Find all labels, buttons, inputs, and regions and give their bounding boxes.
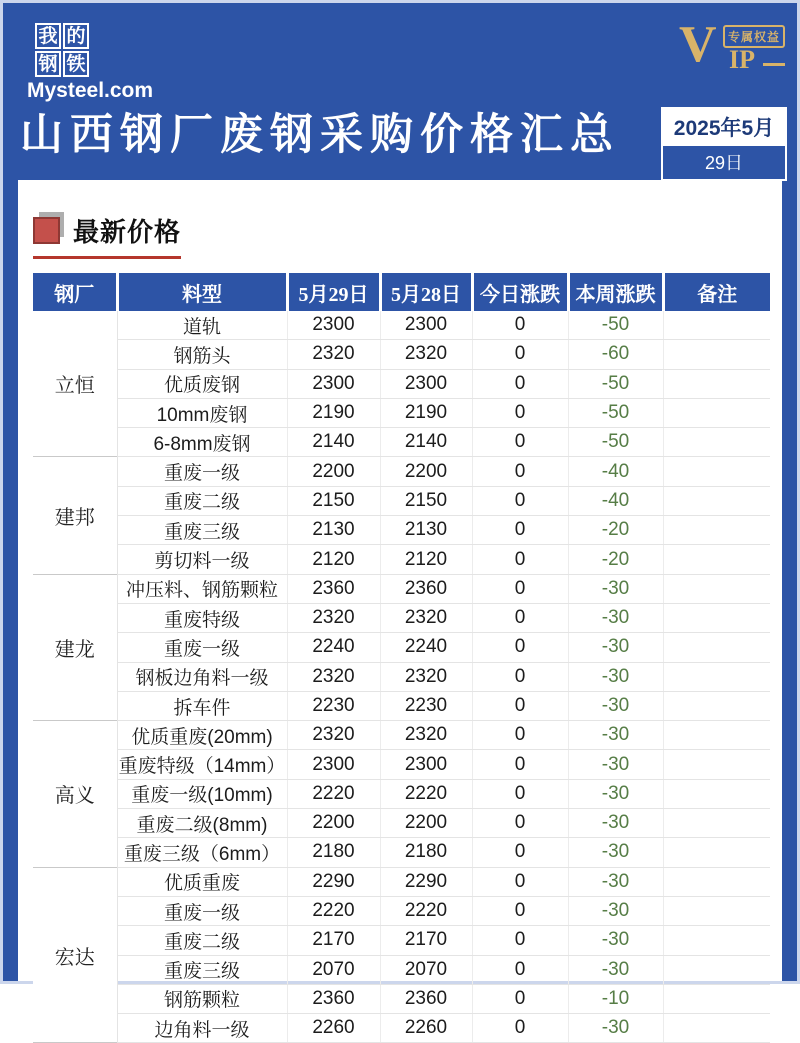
- price-may28-cell: 2300: [380, 311, 472, 340]
- weekly-change-cell: -30: [568, 750, 663, 779]
- vip-v-letter: V: [679, 16, 717, 73]
- price-may28-cell: 2190: [380, 398, 472, 427]
- vip-badge: [679, 16, 789, 83]
- remark-cell: [663, 750, 770, 779]
- table-row: [33, 574, 770, 603]
- price-may29-cell: 2320: [287, 721, 380, 750]
- daily-change-cell: 0: [472, 340, 568, 369]
- price-may29-cell: 2070: [287, 955, 380, 984]
- remark-cell: [663, 398, 770, 427]
- remark-cell: [663, 779, 770, 808]
- remark-cell: [663, 516, 770, 545]
- mill-group: [33, 574, 770, 720]
- material-type-cell: 重废三级: [117, 516, 287, 545]
- daily-change-cell: 0: [472, 486, 568, 515]
- remark-cell: [663, 428, 770, 457]
- weekly-change-cell: -40: [568, 457, 663, 486]
- price-may29-cell: 2320: [287, 662, 380, 691]
- table-row: [33, 1014, 770, 1043]
- price-may29-cell: 2190: [287, 398, 380, 427]
- price-may29-cell: 2130: [287, 516, 380, 545]
- price-may29-cell: 2300: [287, 311, 380, 340]
- price-may28-cell: 2200: [380, 809, 472, 838]
- remark-cell: [663, 926, 770, 955]
- page-title: 山西钢厂废钢采购价格汇总: [20, 111, 620, 159]
- mill-group: [33, 721, 770, 867]
- material-type-cell: 优质废钢: [117, 369, 287, 398]
- price-may29-cell: 2150: [287, 486, 380, 515]
- price-may28-cell: 2120: [380, 545, 472, 574]
- material-type-cell: 重废二级: [117, 926, 287, 955]
- price-table-header: [33, 273, 770, 311]
- material-type-cell: 拆车件: [117, 691, 287, 720]
- table-row: [33, 633, 770, 662]
- latest-price-section-header: [33, 212, 181, 259]
- price-may28-cell: 2130: [380, 516, 472, 545]
- price-may29-cell: 2220: [287, 779, 380, 808]
- price-may28-cell: 2290: [380, 867, 472, 896]
- remark-cell: [663, 838, 770, 867]
- material-type-cell: 10mm废钢: [117, 398, 287, 427]
- material-type-cell: 重废三级: [117, 955, 287, 984]
- date-day: 29日: [663, 146, 785, 179]
- price-may29-cell: 2320: [287, 340, 380, 369]
- weekly-change-cell: -30: [568, 896, 663, 925]
- remark-cell: [663, 340, 770, 369]
- price-may29-cell: 2300: [287, 369, 380, 398]
- weekly-change-cell: -30: [568, 779, 663, 808]
- date-box: [661, 107, 787, 181]
- material-type-cell: 钢筋头: [117, 340, 287, 369]
- weekly-change-cell: -30: [568, 691, 663, 720]
- table-row: [33, 486, 770, 515]
- price-may28-cell: 2070: [380, 955, 472, 984]
- mill-group: [33, 867, 770, 1043]
- column-header: 今日涨跌: [472, 273, 568, 311]
- table-row: [33, 896, 770, 925]
- remark-cell: [663, 457, 770, 486]
- price-may28-cell: 2320: [380, 603, 472, 632]
- logo-domain-text: Mysteel.com: [27, 79, 154, 102]
- price-may28-cell: 2200: [380, 457, 472, 486]
- table-row: [33, 984, 770, 1013]
- weekly-change-cell: -50: [568, 369, 663, 398]
- price-may28-cell: 2300: [380, 750, 472, 779]
- section-title: 最新价格: [73, 217, 182, 247]
- weekly-change-cell: -40: [568, 486, 663, 515]
- weekly-change-cell: -30: [568, 603, 663, 632]
- daily-change-cell: 0: [472, 398, 568, 427]
- top-header-band: [3, 3, 797, 180]
- table-row: [33, 428, 770, 457]
- material-type-cell: 重废一级: [117, 457, 287, 486]
- weekly-change-cell: -30: [568, 838, 663, 867]
- section-underline: [33, 256, 181, 259]
- material-type-cell: 重废三级（6mm）: [117, 838, 287, 867]
- material-type-cell: 重废二级(8mm): [117, 809, 287, 838]
- daily-change-cell: 0: [472, 311, 568, 340]
- weekly-change-cell: -30: [568, 809, 663, 838]
- price-may29-cell: 2360: [287, 574, 380, 603]
- weekly-change-cell: -30: [568, 955, 663, 984]
- price-may29-cell: 2290: [287, 867, 380, 896]
- material-type-cell: 剪切料一级: [117, 545, 287, 574]
- table-row: [33, 691, 770, 720]
- weekly-change-cell: -30: [568, 574, 663, 603]
- vip-ip-letters: IP: [729, 45, 755, 74]
- table-row: [33, 545, 770, 574]
- weekly-change-cell: -30: [568, 662, 663, 691]
- remark-cell: [663, 1014, 770, 1043]
- weekly-change-cell: -30: [568, 721, 663, 750]
- icon-red-square: [33, 217, 60, 244]
- material-type-cell: 边角料一级: [117, 1014, 287, 1043]
- vip-underline-decoration: [763, 63, 785, 66]
- price-may28-cell: 2150: [380, 486, 472, 515]
- daily-change-cell: 0: [472, 369, 568, 398]
- logo-char: 的: [63, 23, 89, 49]
- daily-change-cell: 0: [472, 603, 568, 632]
- column-header: 钢厂: [33, 273, 117, 311]
- daily-change-cell: 0: [472, 926, 568, 955]
- price-may28-cell: 2220: [380, 896, 472, 925]
- daily-change-cell: 0: [472, 809, 568, 838]
- remark-cell: [663, 574, 770, 603]
- weekly-change-cell: -10: [568, 984, 663, 1013]
- price-may28-cell: 2360: [380, 984, 472, 1013]
- remark-cell: [663, 955, 770, 984]
- daily-change-cell: 0: [472, 750, 568, 779]
- daily-change-cell: 0: [472, 633, 568, 662]
- material-type-cell: 优质重废: [117, 867, 287, 896]
- column-header: 备注: [663, 273, 770, 311]
- daily-change-cell: 0: [472, 838, 568, 867]
- daily-change-cell: 0: [472, 691, 568, 720]
- price-may28-cell: 2220: [380, 779, 472, 808]
- table-row: [33, 369, 770, 398]
- weekly-change-cell: -50: [568, 398, 663, 427]
- material-type-cell: 冲压料、钢筋颗粒: [117, 574, 287, 603]
- price-may28-cell: 2300: [380, 369, 472, 398]
- weekly-change-cell: -30: [568, 867, 663, 896]
- remark-cell: [663, 486, 770, 515]
- table-row: [33, 721, 770, 750]
- price-may28-cell: 2140: [380, 428, 472, 457]
- weekly-change-cell: -30: [568, 926, 663, 955]
- price-may29-cell: 2200: [287, 809, 380, 838]
- remark-cell: [663, 867, 770, 896]
- daily-change-cell: 0: [472, 896, 568, 925]
- weekly-change-cell: -20: [568, 545, 663, 574]
- price-may29-cell: 2200: [287, 457, 380, 486]
- weekly-change-cell: -50: [568, 428, 663, 457]
- table-row: [33, 662, 770, 691]
- table-row: [33, 867, 770, 896]
- remark-cell: [663, 369, 770, 398]
- material-type-cell: 钢板边角料一级: [117, 662, 287, 691]
- price-may29-cell: 2230: [287, 691, 380, 720]
- table-row: [33, 750, 770, 779]
- column-header: 料型: [117, 273, 287, 311]
- remark-cell: [663, 984, 770, 1013]
- price-table: [33, 273, 770, 1043]
- daily-change-cell: 0: [472, 721, 568, 750]
- material-type-cell: 道轨: [117, 311, 287, 340]
- remark-cell: [663, 603, 770, 632]
- column-header: 5月28日: [380, 273, 472, 311]
- mill-name-cell: 建邦: [33, 457, 117, 574]
- daily-change-cell: 0: [472, 779, 568, 808]
- table-row: [33, 516, 770, 545]
- daily-change-cell: 0: [472, 662, 568, 691]
- weekly-change-cell: -50: [568, 311, 663, 340]
- table-row: [33, 457, 770, 486]
- logo-char: 铁: [63, 51, 89, 77]
- logo-char: 钢: [35, 51, 61, 77]
- remark-cell: [663, 809, 770, 838]
- table-row: [33, 340, 770, 369]
- price-may29-cell: 2120: [287, 545, 380, 574]
- mysteel-logo: [27, 23, 154, 103]
- price-may28-cell: 2320: [380, 662, 472, 691]
- date-month: 2025年5月: [663, 109, 785, 146]
- remark-cell: [663, 633, 770, 662]
- weekly-change-cell: -30: [568, 1014, 663, 1043]
- material-type-cell: 重废一级: [117, 633, 287, 662]
- daily-change-cell: 0: [472, 457, 568, 486]
- mill-group: [33, 311, 770, 457]
- price-may29-cell: 2240: [287, 633, 380, 662]
- price-may29-cell: 2320: [287, 603, 380, 632]
- daily-change-cell: 0: [472, 516, 568, 545]
- table-row: [33, 311, 770, 340]
- price-may29-cell: 2300: [287, 750, 380, 779]
- column-header: 5月29日: [287, 273, 380, 311]
- price-may28-cell: 2320: [380, 721, 472, 750]
- price-may29-cell: 2140: [287, 428, 380, 457]
- weekly-change-cell: -60: [568, 340, 663, 369]
- price-may28-cell: 2260: [380, 1014, 472, 1043]
- price-may28-cell: 2240: [380, 633, 472, 662]
- table-row: [33, 838, 770, 867]
- content-panel: [18, 180, 782, 1041]
- price-may28-cell: 2230: [380, 691, 472, 720]
- vip-privilege-label: 专属权益: [723, 25, 785, 48]
- table-row: [33, 955, 770, 984]
- daily-change-cell: 0: [472, 428, 568, 457]
- column-header: 本周涨跌: [568, 273, 663, 311]
- material-type-cell: 重废一级(10mm): [117, 779, 287, 808]
- table-row: [33, 603, 770, 632]
- material-type-cell: 6-8mm废钢: [117, 428, 287, 457]
- red-square-icon: [33, 217, 60, 244]
- table-row: [33, 398, 770, 427]
- weekly-change-cell: -20: [568, 516, 663, 545]
- table-row: [33, 779, 770, 808]
- material-type-cell: 重废特级（14mm）: [117, 750, 287, 779]
- mill-name-cell: 高义: [33, 721, 117, 867]
- remark-cell: [663, 896, 770, 925]
- weekly-change-cell: -30: [568, 633, 663, 662]
- daily-change-cell: 0: [472, 955, 568, 984]
- price-may28-cell: 2360: [380, 574, 472, 603]
- daily-change-cell: 0: [472, 1014, 568, 1043]
- price-may29-cell: 2180: [287, 838, 380, 867]
- logo-char: 我: [35, 23, 61, 49]
- daily-change-cell: 0: [472, 545, 568, 574]
- material-type-cell: 重废二级: [117, 486, 287, 515]
- price-may29-cell: 2360: [287, 984, 380, 1013]
- mill-name-cell: 建龙: [33, 574, 117, 720]
- remark-cell: [663, 545, 770, 574]
- mill-group: [33, 457, 770, 574]
- price-may28-cell: 2320: [380, 340, 472, 369]
- price-may29-cell: 2260: [287, 1014, 380, 1043]
- mill-name-cell: 宏达: [33, 867, 117, 1043]
- remark-cell: [663, 311, 770, 340]
- table-row: [33, 926, 770, 955]
- price-may28-cell: 2170: [380, 926, 472, 955]
- material-type-cell: 钢筋颗粒: [117, 984, 287, 1013]
- daily-change-cell: 0: [472, 984, 568, 1013]
- material-type-cell: 优质重废(20mm): [117, 721, 287, 750]
- remark-cell: [663, 721, 770, 750]
- mill-name-cell: 立恒: [33, 311, 117, 457]
- material-type-cell: 重废特级: [117, 603, 287, 632]
- price-may29-cell: 2170: [287, 926, 380, 955]
- material-type-cell: 重废一级: [117, 896, 287, 925]
- daily-change-cell: 0: [472, 867, 568, 896]
- remark-cell: [663, 691, 770, 720]
- remark-cell: [663, 662, 770, 691]
- table-row: [33, 809, 770, 838]
- daily-change-cell: 0: [472, 574, 568, 603]
- price-may29-cell: 2220: [287, 896, 380, 925]
- mysteel-logo-grid-icon: [35, 23, 147, 77]
- price-may28-cell: 2180: [380, 838, 472, 867]
- table-header-row: [33, 273, 770, 311]
